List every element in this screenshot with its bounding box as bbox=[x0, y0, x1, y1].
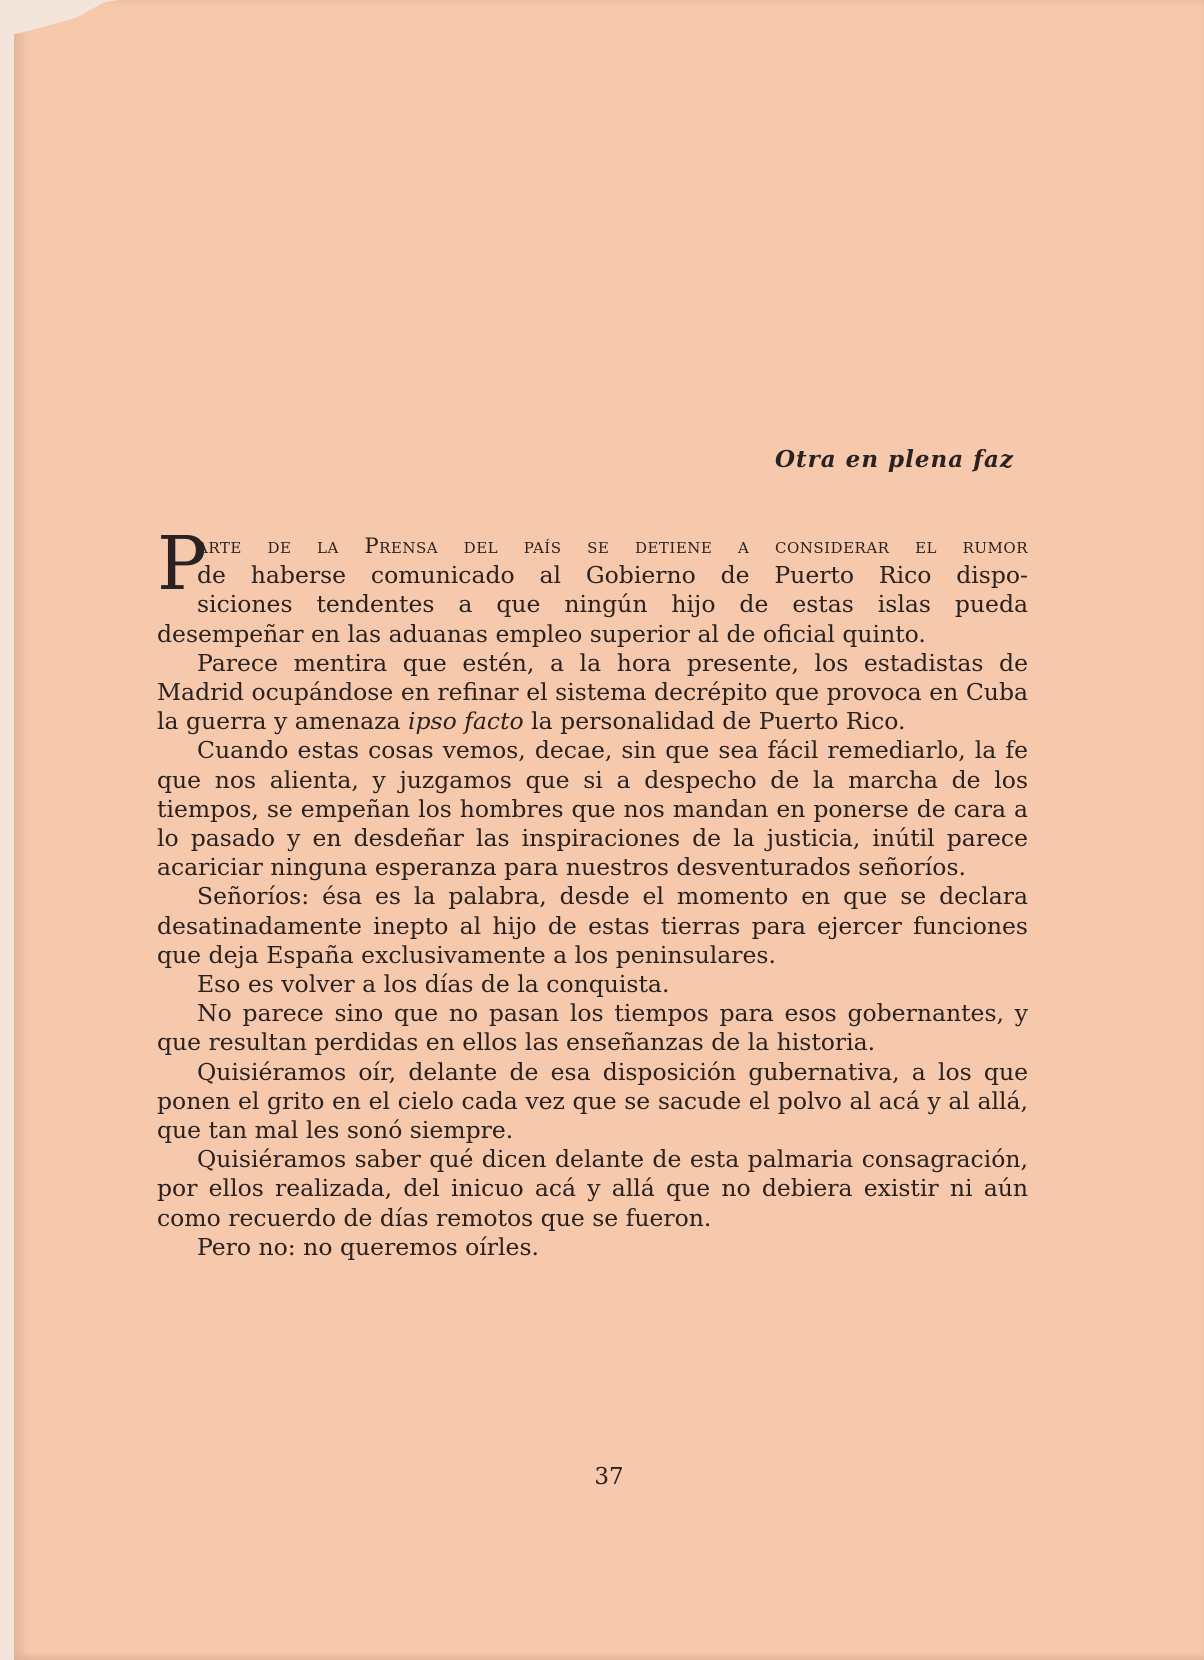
paragraph-text: la personalidad de Puerto Rico. bbox=[523, 707, 906, 736]
paragraph: Eso es volver a los días de la conquista. bbox=[197, 970, 670, 999]
paragraph: Pero no: no queremos oírles. bbox=[197, 1232, 539, 1261]
drop-cap: P bbox=[157, 521, 207, 607]
paragraph: Cuando estas cosas vemos, decae, sin que sea fácil remediarlo, la fe que nos alienta, y juzgamos que si a despecho de la marcha de los tiempos, se empeñan los hombres que nos mandan en ponerse de cara a lo pasado y en desdeñar las inspiraciones de la justicia, inútil parece acariciar ninguna esperanza para nuestros desventurados señoríos. bbox=[157, 736, 1028, 882]
paragraph: Quisiéramos oír, delante de esa disposición gubernativa, a los que ponen el grito en el cielo cada vez que se sacude el polvo al acá y al allá, que tan mal les sonó siempre. bbox=[157, 1057, 1028, 1145]
paragraph-text: Parece mentira que estén, a la hora presente, los estadistas de Madrid ocupándose en refinar el sistema decrépito que provoca en Cuba la guerra y amenaza bbox=[157, 648, 1028, 736]
torn-page-corner bbox=[14, 0, 118, 44]
first-paragraph-line-3: siciones tendentes a que ningún hijo de estas islas pueda bbox=[197, 590, 1028, 619]
first-paragraph bbox=[157, 521, 1028, 649]
paragraph bbox=[157, 649, 1028, 737]
first-paragraph-line-4: desempeñar en las aduanas empleo superior al de oficial quinto. bbox=[157, 619, 926, 648]
first-paragraph-line-2: de haberse comunicado al Gobierno de Puerto Rico dispo- bbox=[197, 561, 1028, 590]
italic-phrase: ipso facto bbox=[407, 707, 524, 736]
chapter-title: Otra en plena faz bbox=[775, 446, 1014, 473]
book-page bbox=[14, 0, 1204, 1660]
first-paragraph-line-1: arte de la Prensa del país se detiene a considerar el rumor bbox=[197, 534, 1028, 558]
paragraph: Señoríos: ésa es la palabra, desde el momento en que se declara desatinadamente inepto al hijo de estas tierras para ejercer funciones que deja España exclusivamente a los peninsulares. bbox=[157, 882, 1028, 969]
body-text bbox=[157, 521, 1028, 1262]
paragraph: No parece sino que no pasan los tiempos para esos gobernantes, y que resultan perdidas en ellos las enseñanzas de la historia. bbox=[157, 999, 1028, 1057]
page-number: 37 bbox=[594, 1464, 624, 1490]
paragraph: Quisiéramos saber qué dicen delante de esta palmaria consagración, por ellos realizada, del inicuo acá y allá que no debiera existir ni aún como recuerdo de días remotos que se fueron. bbox=[157, 1145, 1028, 1232]
